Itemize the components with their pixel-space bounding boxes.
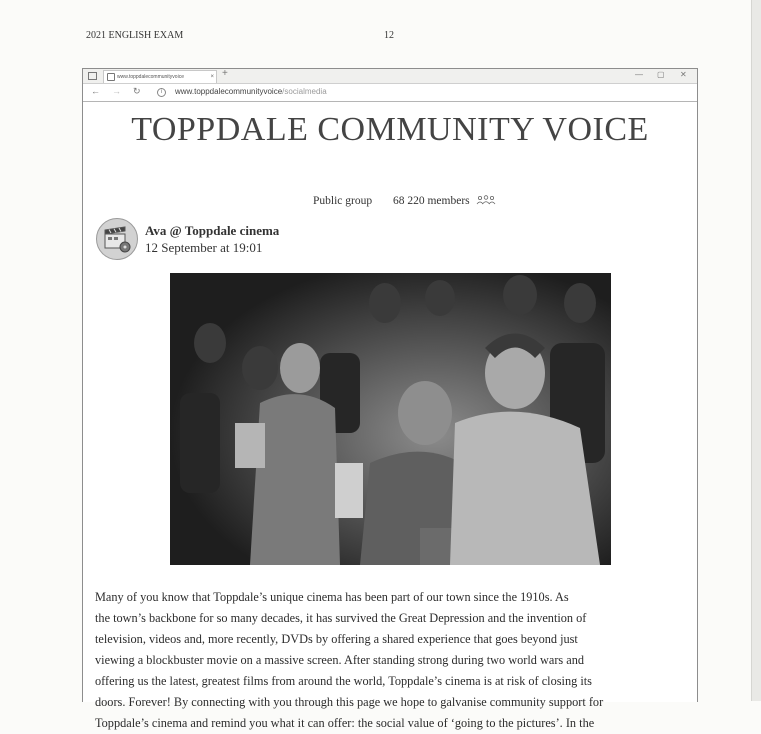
site-info-icon[interactable]: i (157, 88, 166, 97)
member-count[interactable]: 68 220 members (392, 195, 470, 208)
post-line: doors. Forever! By connecting with you through this page we hope to galvanise community support for (95, 695, 604, 709)
browser-tab[interactable] (103, 70, 217, 83)
post-line: the town’s backbone for so many decades, it has survived the Great Depression and the invention of (95, 611, 587, 625)
page-icon (107, 73, 115, 81)
sidebar-icon[interactable] (88, 72, 97, 80)
browser-window (82, 68, 698, 730)
back-icon[interactable]: ← (91, 86, 100, 96)
forward-icon[interactable]: → (112, 86, 121, 96)
post-line: television, videos and, more recently, DVDs by offering a shared experience that goes beyond just (95, 632, 578, 646)
post-line: Toppdale’s cinema and remind you what it can offer: the social value of ‘going to the pictures’. In the (95, 716, 595, 730)
group-info (313, 195, 496, 208)
reload-icon[interactable]: ↻ (133, 86, 141, 96)
avatar[interactable] (96, 218, 138, 260)
exam-header: 2021 ENGLISH EXAM (86, 30, 184, 41)
post-photo[interactable] (170, 273, 611, 565)
url-host: www.toppdalecommunityvoice (175, 87, 283, 96)
close-window-icon[interactable]: ✕ (680, 70, 687, 79)
exam-page-number: 12 (384, 30, 394, 41)
minimize-icon[interactable]: — (635, 70, 643, 79)
maximize-icon[interactable]: ▢ (657, 70, 665, 79)
address-bar (83, 84, 697, 102)
tab-close-icon[interactable]: × (210, 74, 214, 80)
post-line: offering us the latest, greatest films from around the world, Toppdale’s cinema is at risk of closing its (95, 674, 592, 688)
url-path: /socialmedia (282, 87, 327, 96)
post-line: Many of you know that Toppdale’s unique cinema has been part of our town since the 1910s. As (95, 590, 569, 604)
people-icon (476, 195, 496, 208)
cinema-audience-photo (170, 273, 611, 565)
post-body (95, 587, 691, 734)
group-type: Public group (313, 195, 373, 208)
post-line: viewing a blockbuster movie on a massive screen. After standing strong during two world wars and (95, 653, 585, 667)
tab-bar (83, 69, 697, 84)
page-title: TOPPDALE COMMUNITY VOICE (131, 111, 649, 148)
post-timestamp[interactable]: 12 September at 19:01 (145, 240, 263, 255)
film-clapperboard-icon (97, 219, 137, 259)
url-field[interactable] (175, 87, 327, 96)
tab-title: www.toppdalecommunityvoice (117, 74, 184, 80)
new-tab-button[interactable]: + (222, 68, 228, 79)
post-author[interactable]: Ava @ Toppdale cinema (145, 223, 280, 238)
page-edge (751, 0, 761, 701)
